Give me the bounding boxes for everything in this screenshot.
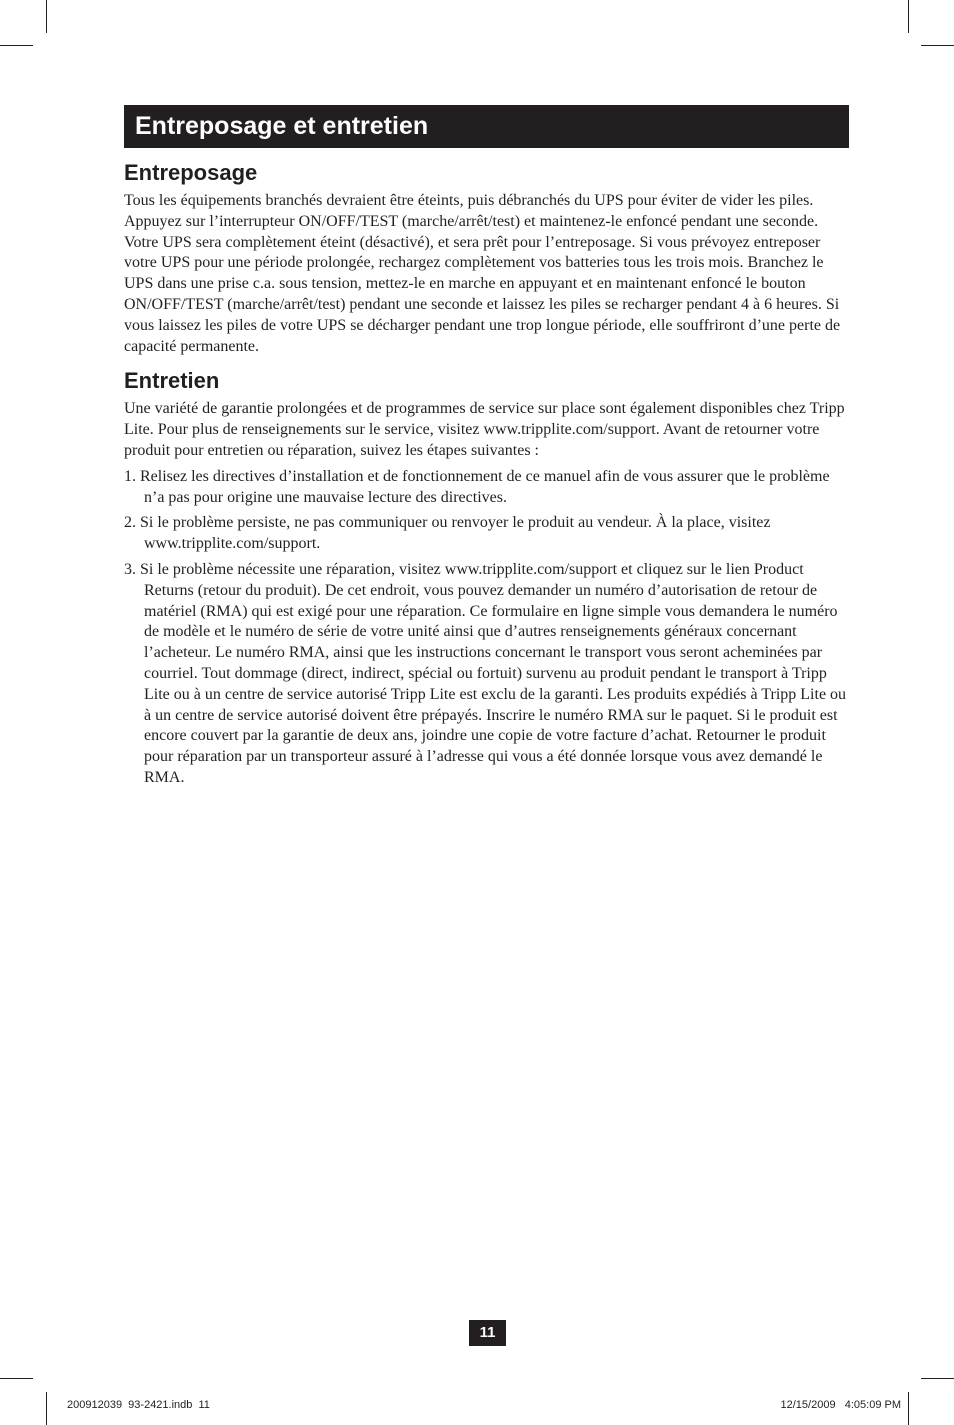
crop-mark	[46, 1392, 47, 1425]
crop-mark	[921, 1378, 954, 1379]
crop-mark	[908, 0, 909, 33]
storage-heading: Entreposage	[124, 160, 258, 185]
list-item: 1. Relisez les directives d’installation et de fonctionnement de ce manuel afin de vous assurer que le problème n’a pas pour origine une mauvaise lecture des directives.	[124, 467, 830, 506]
slug-date: 12/15/2009 4:05:09 PM	[780, 1399, 901, 1411]
page-number: 11	[469, 1320, 506, 1346]
crop-mark	[908, 1392, 909, 1425]
crop-mark	[921, 45, 954, 46]
page-content	[124, 158, 850, 789]
maintenance-heading: Entretien	[124, 368, 220, 394]
section-title-bar: Entreposage et entretien	[124, 105, 849, 148]
maintenance-steps	[124, 467, 850, 789]
maintenance-intro: Une variété de garantie prolongées et de programmes de service sur place sont également disponibles chez Tripp Lite. Pour plus de renseignements sur le service, visitez www.tripplite.com/support. Avant de retourner votre produit pour entretien ou réparation, suivez les étapes suivantes :	[124, 400, 845, 459]
crop-mark	[0, 45, 33, 46]
list-item: 3. Si le problème nécessite une réparation, visitez www.tripplite.com/support et cliquez sur le lien Product Returns (retour du produit). De cet endroit, vous pouvez demander un numéro d’autorisation de retour de matériel (RMA) qui est exigé pour une réparation. Ce formulaire en ligne simple vous demandera le numéro de modèle et le numéro de série de votre unité ainsi que d’autres renseignements généraux concernant l’acheteur. Le numéro RMA, ainsi que les instructions concernant le transport vous seront acheminées par courriel. Tout dommage (direct, indirect, spécial ou fortuit) survenu au produit pendant le transport à Tripp Lite ou à un centre de service autorisé Tripp Lite est exclu de la garanti. Les produits expédiés à Tripp Lite ou à un centre de service autorisé doivent être prépayés. Inscrire le numéro RMA sur le paquet. Si le produit est encore couvert par la garantie de deux ans, joindre une copie de votre facture d’achat. Retourner le produit pour réparation par un transporteur assuré à l’adresse qui vous a été donnée lorsque vous avez demandé le RMA.	[124, 560, 847, 786]
crop-mark	[0, 1378, 33, 1379]
crop-mark	[46, 0, 47, 33]
list-item: 2. Si le problème persiste, ne pas communiquer ou renvoyer le produit au vendeur. À la place, visitez www.tripplite.com/support.	[124, 514, 771, 553]
storage-paragraph: Tous les équipements branchés devraient être éteints, puis débranchés du UPS pour éviter de vider les piles. Appuyez sur l’interrupteur ON/OFF/TEST (marche/arrêt/test) et maintenez-le enfoncé pendant une seconde. Votre UPS sera complètement éteint (désactivé), et sera prêt pour l’entreposage. Si vous prévoyez entreposer votre UPS pour une période prolongée, rechargez complètement vos batteries tous les trois mois. Branchez le UPS dans une prise c.a. sous tension, mettez-le en marche en appuyant et en maintenant enfoncé le bouton ON/OFF/TEST (marche/arrêt/test) pendant une seconde et laissez les piles se recharger pendant 4 à 6 heures. Si vous laissez les piles de votre UPS se décharger pendant une trop longue période, elle souffriront d’une perte de capacité permanente.	[124, 192, 841, 355]
slug-file: 200912039 93-2421.indb 11	[67, 1399, 210, 1411]
